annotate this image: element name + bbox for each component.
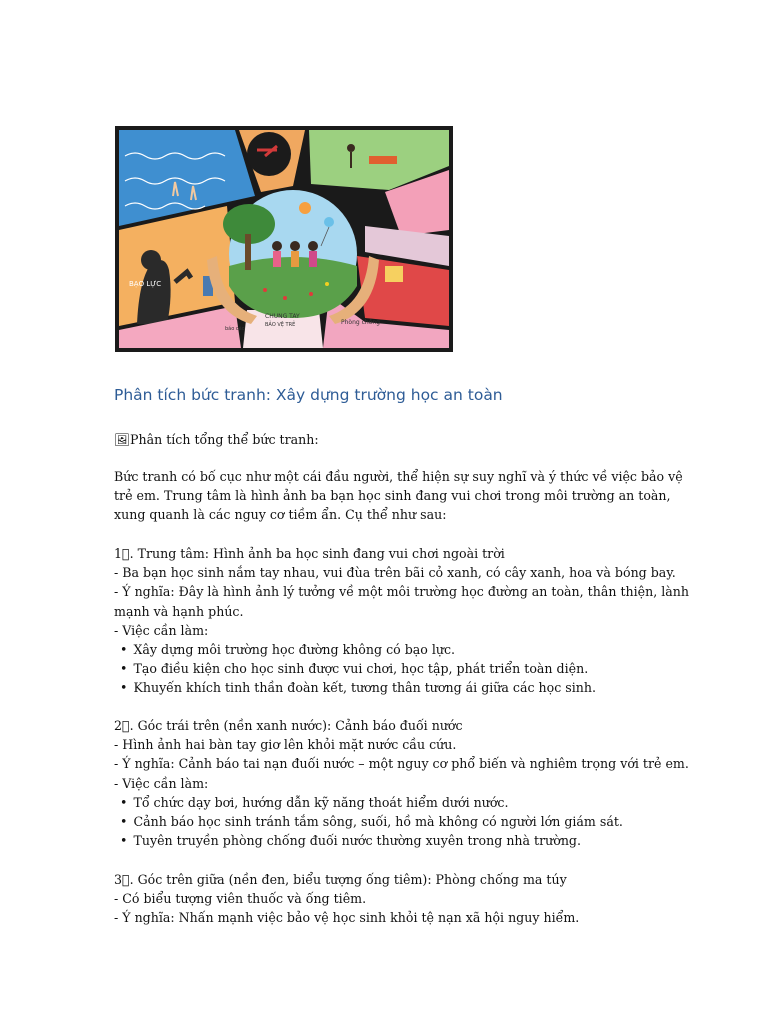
intro-line bbox=[114, 430, 674, 449]
section-line: - Ý nghĩa: Cảnh báo tai nạn đuối nước – một nguy cơ phổ biến và nghiêm trọng với trẻ em. bbox=[114, 756, 689, 772]
section-title: 1⃣. Trung tâm: Hình ảnh ba học sinh đang vui chơi ngoài trời bbox=[114, 546, 505, 561]
intro-text: 🖼Phân tích tổng thể bức tranh: bbox=[114, 432, 319, 447]
painting-label-bao-luc: BẠO LỰC bbox=[129, 280, 162, 288]
painting-label-chung-tay: CHUNG TAY bbox=[265, 313, 300, 320]
section-line: - Ba bạn học sinh nắm tay nhau, vui đùa trên bãi cỏ xanh, có cây xanh, hoa và bóng bay. bbox=[114, 565, 676, 581]
overview-paragraph bbox=[114, 467, 683, 525]
painting-label-phong-chong: Phòng chống bbox=[341, 319, 380, 326]
section-line: mạnh và hạnh phúc. bbox=[114, 603, 244, 619]
section-line: - Có biểu tượng viên thuốc và ống tiêm. bbox=[114, 891, 367, 907]
poster-painting-image bbox=[115, 126, 453, 352]
painting-label-bao-ve: BẢO VỆ TRẺ bbox=[265, 322, 296, 328]
paragraph-line: xung quanh là các nguy cơ tiềm ẩn. Cụ thể như sau: bbox=[114, 507, 447, 523]
section-drowning bbox=[114, 716, 689, 850]
paragraph-line: trẻ em. Trung tâm là hình ảnh ba bạn học sinh đang vui chơi trong môi trường an toàn, bbox=[114, 488, 671, 504]
bullet-item: • Tuyên truyền phòng chống đuối nước thường xuyên trong nhà trường. bbox=[114, 831, 674, 850]
section-center bbox=[114, 544, 689, 698]
bullet-item: • Cảnh báo học sinh tránh tắm sông, suối, hồ mà không có người lớn giám sát. bbox=[114, 812, 674, 831]
section-line: - Việc cần làm: bbox=[114, 775, 209, 791]
article-heading: Phân tích bức tranh: Xây dựng trường học an toàn bbox=[114, 386, 503, 404]
section-line: - Hình ảnh hai bàn tay giơ lên khỏi mặt nước cầu cứu. bbox=[114, 737, 457, 753]
paragraph-line: Bức tranh có bố cục như một cái đầu người, thể hiện sự suy nghĩ và ý thức về việc bảo vệ bbox=[114, 469, 683, 484]
painting-label-bao-cao: báo cáo bbox=[225, 326, 245, 332]
bullet-item: • Xây dựng môi trường học đường không có bạo lực. bbox=[114, 640, 674, 659]
section-line: - Ý nghĩa: Nhấn mạnh việc bảo vệ học sinh khỏi tệ nạn xã hội nguy hiểm. bbox=[114, 910, 580, 926]
section-line: - Việc cần làm: bbox=[114, 622, 209, 638]
bullet-item: • Khuyến khích tinh thần đoàn kết, tương thân tương ái giữa các học sinh. bbox=[114, 678, 674, 697]
section-title: 3⃣. Góc trên giữa (nền đen, biểu tượng ống tiêm): Phòng chống ma túy bbox=[114, 872, 567, 887]
section-drugs bbox=[114, 870, 674, 928]
bullet-item: • Tổ chức dạy bơi, hướng dẫn kỹ năng thoát hiểm dưới nước. bbox=[114, 793, 674, 812]
section-line: - Ý nghĩa: Đây là hình ảnh lý tưởng về một môi trường học đường an toàn, thân thiện, lành bbox=[114, 584, 689, 600]
bullet-item: • Tạo điều kiện cho học sinh được vui chơi, học tập, phát triển toàn diện. bbox=[114, 659, 674, 678]
section-title: 2⃣. Góc trái trên (nền xanh nước): Cảnh báo đuối nước bbox=[114, 718, 463, 733]
